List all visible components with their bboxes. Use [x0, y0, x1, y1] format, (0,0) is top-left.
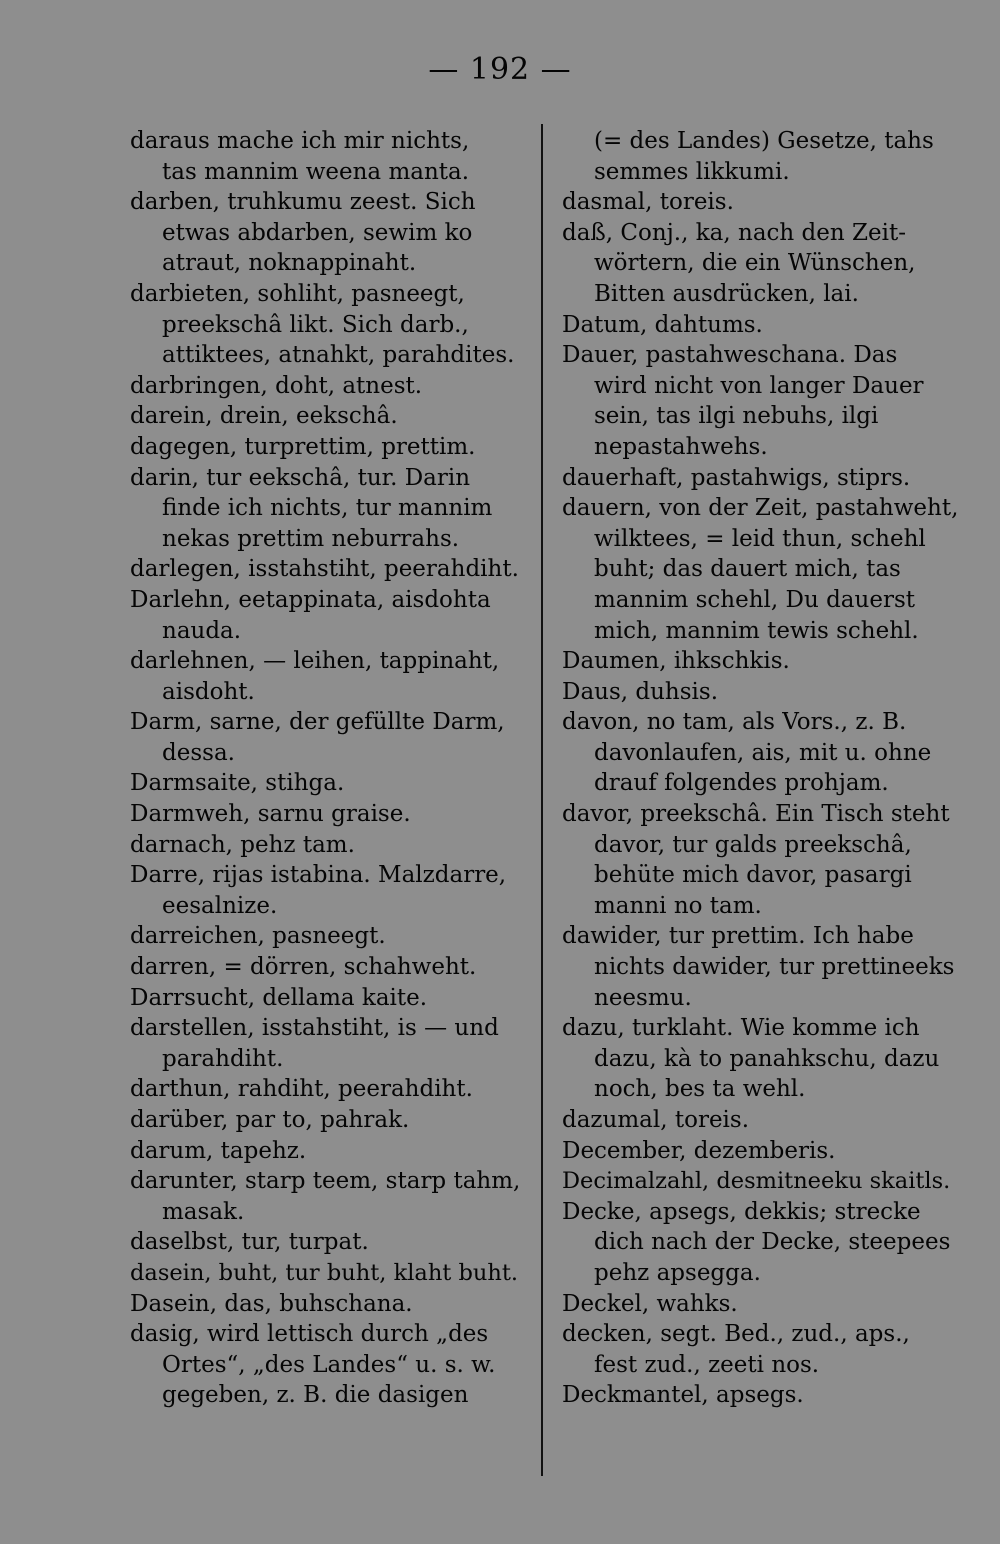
entry-line: sein, tas ilgi nebuhs, ilgi — [594, 403, 879, 430]
entry-line: dazumal, toreis. — [562, 1107, 750, 1133]
entry-line: dauerhaft, pastahwigs, stiprs. — [562, 464, 911, 491]
entry-line: noch, bes ta wehl. — [594, 1076, 806, 1103]
entry-line: davon, no tam, als Vors., z. B. — [562, 709, 907, 736]
entry-line: davor, preekschâ. Ein Tisch steht — [562, 801, 950, 828]
entry-line: darnach, pehz tam. — [130, 831, 355, 858]
entry-line: pehz apsegga. — [594, 1259, 761, 1286]
entry-line: fest zud., zeeti nos. — [594, 1351, 820, 1378]
entry-line: atraut, noknappinaht. — [162, 250, 417, 277]
entry-line: finde ich nichts, tur mannim — [162, 495, 493, 522]
entry-line: Darlehn, eetappinata, aisdohta — [130, 586, 491, 613]
entry-line: dazu, kà to panahkschu, dazu — [594, 1045, 940, 1072]
entry-line: darlegen, isstahstiht, peerahdiht. — [130, 556, 519, 583]
entry-line: December, dezemberis. — [562, 1137, 836, 1164]
entry-line: darben, truhkumu zeest. Sich — [130, 189, 476, 216]
entry-line: Decke, apsegs, dekkis; strecke — [562, 1198, 921, 1225]
entry-line: semmes likkumi. — [594, 158, 790, 185]
entry-line: darum, tapehz. — [130, 1137, 307, 1164]
entry-line: darren, = dörren, schahweht. — [130, 954, 477, 981]
entry-line: daraus mache ich mir nichts, — [130, 128, 470, 154]
entry-line: attiktees, atnahkt, parahdites. — [162, 342, 515, 369]
entry-line: dagegen, turprettim, prettim. — [130, 433, 476, 460]
entry-line: manni no tam. — [594, 892, 762, 919]
entry-line: dessa. — [162, 739, 235, 766]
entry-line: nepastahwehs. — [594, 433, 768, 460]
entry-line: darreichen, pasneegt. — [130, 923, 386, 950]
entry-line: darthun, rahdiht, peerahdiht. — [130, 1076, 473, 1103]
entry-line: davonlaufen, ais, mit u. ohne — [594, 739, 932, 766]
entry-line: nekas prettim neburrahs. — [162, 525, 460, 552]
entry-line: preekschâ likt. Sich darb., — [162, 311, 469, 338]
entry-line: Decimalzahl, desmitneeku skaitls. — [562, 1168, 951, 1195]
entry-line: darüber, par to, pahrak. — [130, 1107, 410, 1133]
entry-line: mich, mannim tewis schehl. — [594, 617, 919, 644]
entry-line: darbringen, doht, atnest. — [130, 372, 423, 399]
entry-line: wörtern, die ein Wünschen, — [594, 250, 916, 277]
entry-line: behüte mich davor, pasargi — [594, 862, 912, 889]
entry-line: dasig, wird lettisch durch „des — [130, 1321, 489, 1348]
entry-line: daselbst, tur, turpat. — [130, 1229, 369, 1256]
entry-line: daß, Conj., ka, nach den Zeit- — [562, 219, 906, 246]
entry-line: decken, segt. Bed., zud., aps., — [562, 1321, 910, 1348]
entry-line: Daumen, ihkschkis. — [562, 648, 790, 675]
entry-line: tas mannim weena manta. — [162, 158, 470, 185]
entry-line: darein, drein, eekschâ. — [130, 403, 398, 430]
entry-line: Dauer, pastahweschana. Das — [562, 342, 898, 369]
entry-line: nichts dawider, tur prettineeks — [594, 954, 955, 981]
entry-line: nauda. — [162, 617, 242, 644]
entry-line: dauern, von der Zeit, pastahweht, — [562, 495, 958, 522]
page-number: — 192 — — [428, 52, 572, 87]
column-divider — [541, 124, 543, 1476]
entry-line: buht; das dauert mich, tas — [594, 556, 901, 583]
entry-line: darbieten, sohliht, pasneegt, — [130, 280, 465, 307]
entry-line: davor, tur galds preekschâ, — [594, 831, 912, 858]
entry-line: mannim schehl, Du dauerst — [594, 586, 915, 613]
entry-line: parahdiht. — [162, 1045, 284, 1072]
entry-line: eesalnize. — [162, 892, 278, 919]
entry-line: wird nicht von langer Dauer — [594, 372, 924, 399]
entry-line: Darmweh, sarnu graise. — [130, 801, 411, 828]
entry-line: darunter, starp teem, starp tahm, — [130, 1168, 521, 1195]
entry-line: Datum, dahtums. — [562, 311, 763, 338]
entry-line: Dasein, das, buhschana. — [130, 1290, 413, 1317]
entry-line: darlehnen, — leihen, tappinaht, — [130, 648, 500, 675]
entry-line: Darrsucht, dellama kaite. — [130, 984, 428, 1011]
entry-line: (= des Landes) Gesetze, tahs — [594, 128, 934, 154]
entry-line: neesmu. — [594, 984, 692, 1011]
entry-line: etwas abdarben, sewim ko — [162, 219, 473, 246]
entry-line: darin, tur eekschâ, tur. Darin — [130, 464, 471, 491]
entry-line: dich nach der Decke, steepees — [594, 1229, 951, 1256]
entry-line: drauf folgendes prohjam. — [594, 770, 889, 797]
entry-line: Darre, rijas istabina. Malzdarre, — [130, 862, 507, 889]
entry-line: Deckel, wahks. — [562, 1290, 738, 1317]
entry-line: wilktees, = leid thun, schehl — [594, 525, 926, 552]
entry-line: Bitten ausdrücken, lai. — [594, 280, 859, 307]
entry-line: dasein, buht, tur buht, klaht buht. — [130, 1259, 519, 1286]
entry-line: dazu, turklaht. Wie komme ich — [562, 1015, 920, 1042]
entry-line: darstellen, isstahstiht, is — und — [130, 1015, 499, 1042]
entry-line: gegeben, z. B. die dasigen — [162, 1382, 469, 1409]
entry-line: Darm, sarne, der gefüllte Darm, — [130, 709, 505, 736]
entry-line: dasmal, toreis. — [562, 189, 734, 216]
entry-line: Deckmantel, apsegs. — [562, 1382, 804, 1409]
entry-line: aisdoht. — [162, 678, 255, 705]
entry-line: masak. — [162, 1198, 245, 1225]
entry-line: Darmsaite, stihga. — [130, 770, 345, 797]
left-column — [130, 126, 526, 1411]
entry-line: Daus, duhsis. — [562, 678, 719, 705]
entry-line: Ortes“, „des Landes“ u. s. w. — [162, 1351, 496, 1378]
entry-line: dawider, tur prettim. Ich habe — [562, 923, 914, 950]
right-column — [562, 126, 958, 1411]
